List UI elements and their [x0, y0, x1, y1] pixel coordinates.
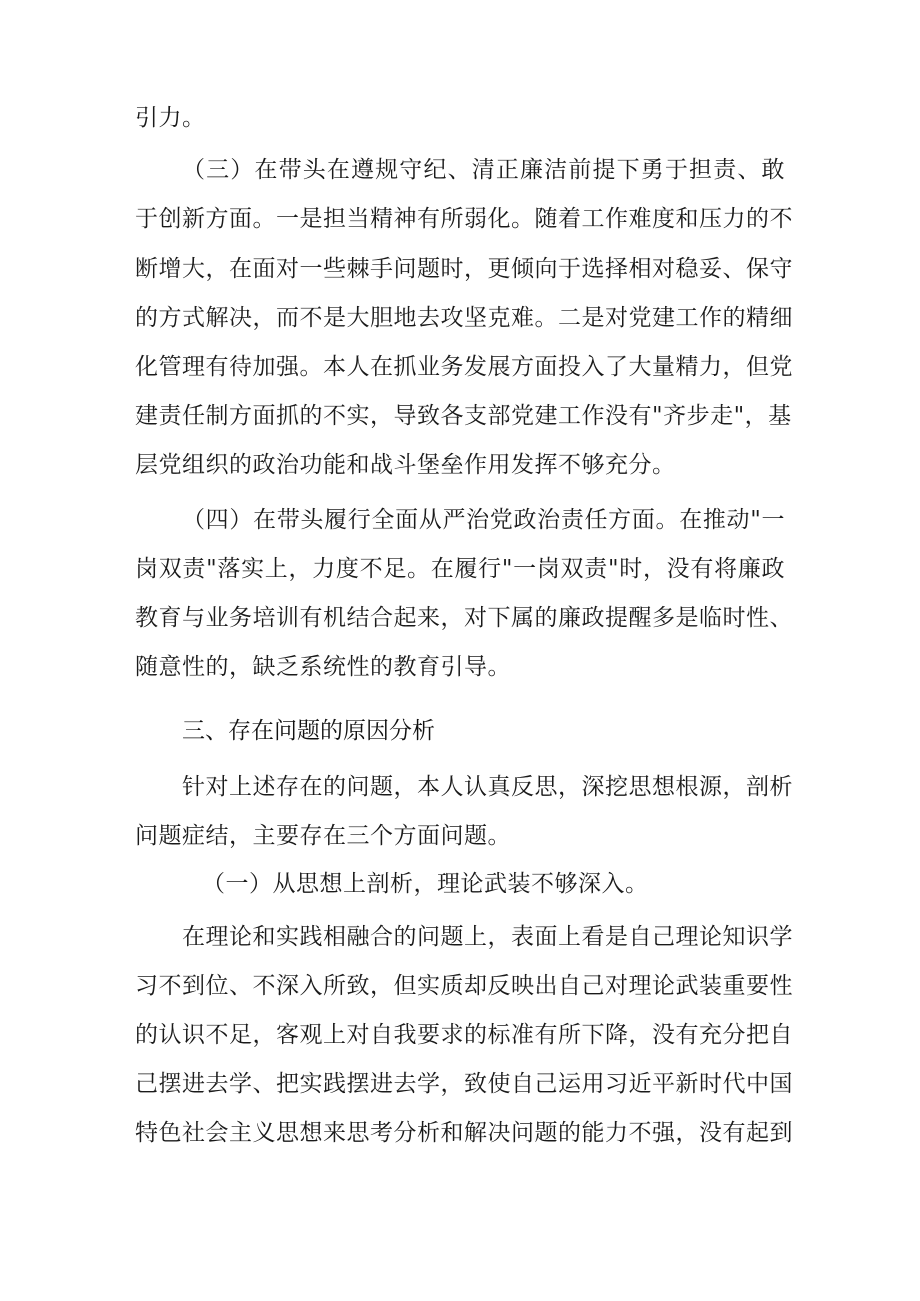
- text-line: 的认识不足，客观上对自我要求的标准有所下降，没有充分把自: [135, 1022, 793, 1048]
- text-line: 问题症结，主要存在三个方面问题。: [135, 823, 511, 849]
- text-line: 己摆进去学、把实践摆进去学，致使自己运用习近平新时代中国: [135, 1071, 793, 1097]
- text-line: 针对上述存在的问题，本人认真反思，深挖思想根源，剖析: [182, 774, 793, 800]
- text-line: （四）在带头履行全面从严治党政治责任方面。在推动"一: [182, 507, 785, 533]
- text-line: 随意性的，缺乏系统性的教育引导。: [135, 654, 511, 680]
- text-line: 习不到位、不深入所致，但实质却反映出自己对理论武装重要性: [135, 973, 793, 999]
- text-line: 引力。: [135, 105, 206, 131]
- text-line: 化管理有待加强。本人在抓业务发展方面投入了大量精力，但党: [135, 354, 793, 380]
- text-line: 于创新方面。一是担当精神有所弱化。随着工作难度和压力的不: [135, 206, 793, 232]
- text-line: 特色社会主义思想来思考分析和解决问题的能力不强，没有起到: [135, 1120, 793, 1146]
- section-heading: 三、存在问题的原因分析: [182, 718, 435, 744]
- text-line: 层党组织的政治功能和战斗堡垒作用发挥不够充分。: [135, 452, 676, 478]
- text-line: 断增大，在面对一些棘手问题时，更倾向于选择相对稳妥、保守: [135, 256, 793, 282]
- subsection-heading: （一）从思想上剖析，理论武装不够深入。: [202, 871, 649, 897]
- text-line: 建责任制方面抓的不实，导致各支部党建工作没有"齐步走"，基: [135, 403, 792, 429]
- text-line: 岗双责"落实上，力度不足。在履行"一岗双责"时，没有将廉政: [135, 556, 785, 582]
- text-line: （三）在带头在遵规守纪、清正廉洁前提下勇于担责、敢: [182, 157, 785, 183]
- text-line: 的方式解决，而不是大胆地去攻坚克难。二是对党建工作的精细: [135, 305, 793, 331]
- text-line: 在理论和实践相融合的问题上，表面上看是自己理论知识学: [182, 924, 793, 950]
- text-line: 教育与业务培训有机结合起来，对下属的廉政提醒多是临时性、: [135, 605, 793, 631]
